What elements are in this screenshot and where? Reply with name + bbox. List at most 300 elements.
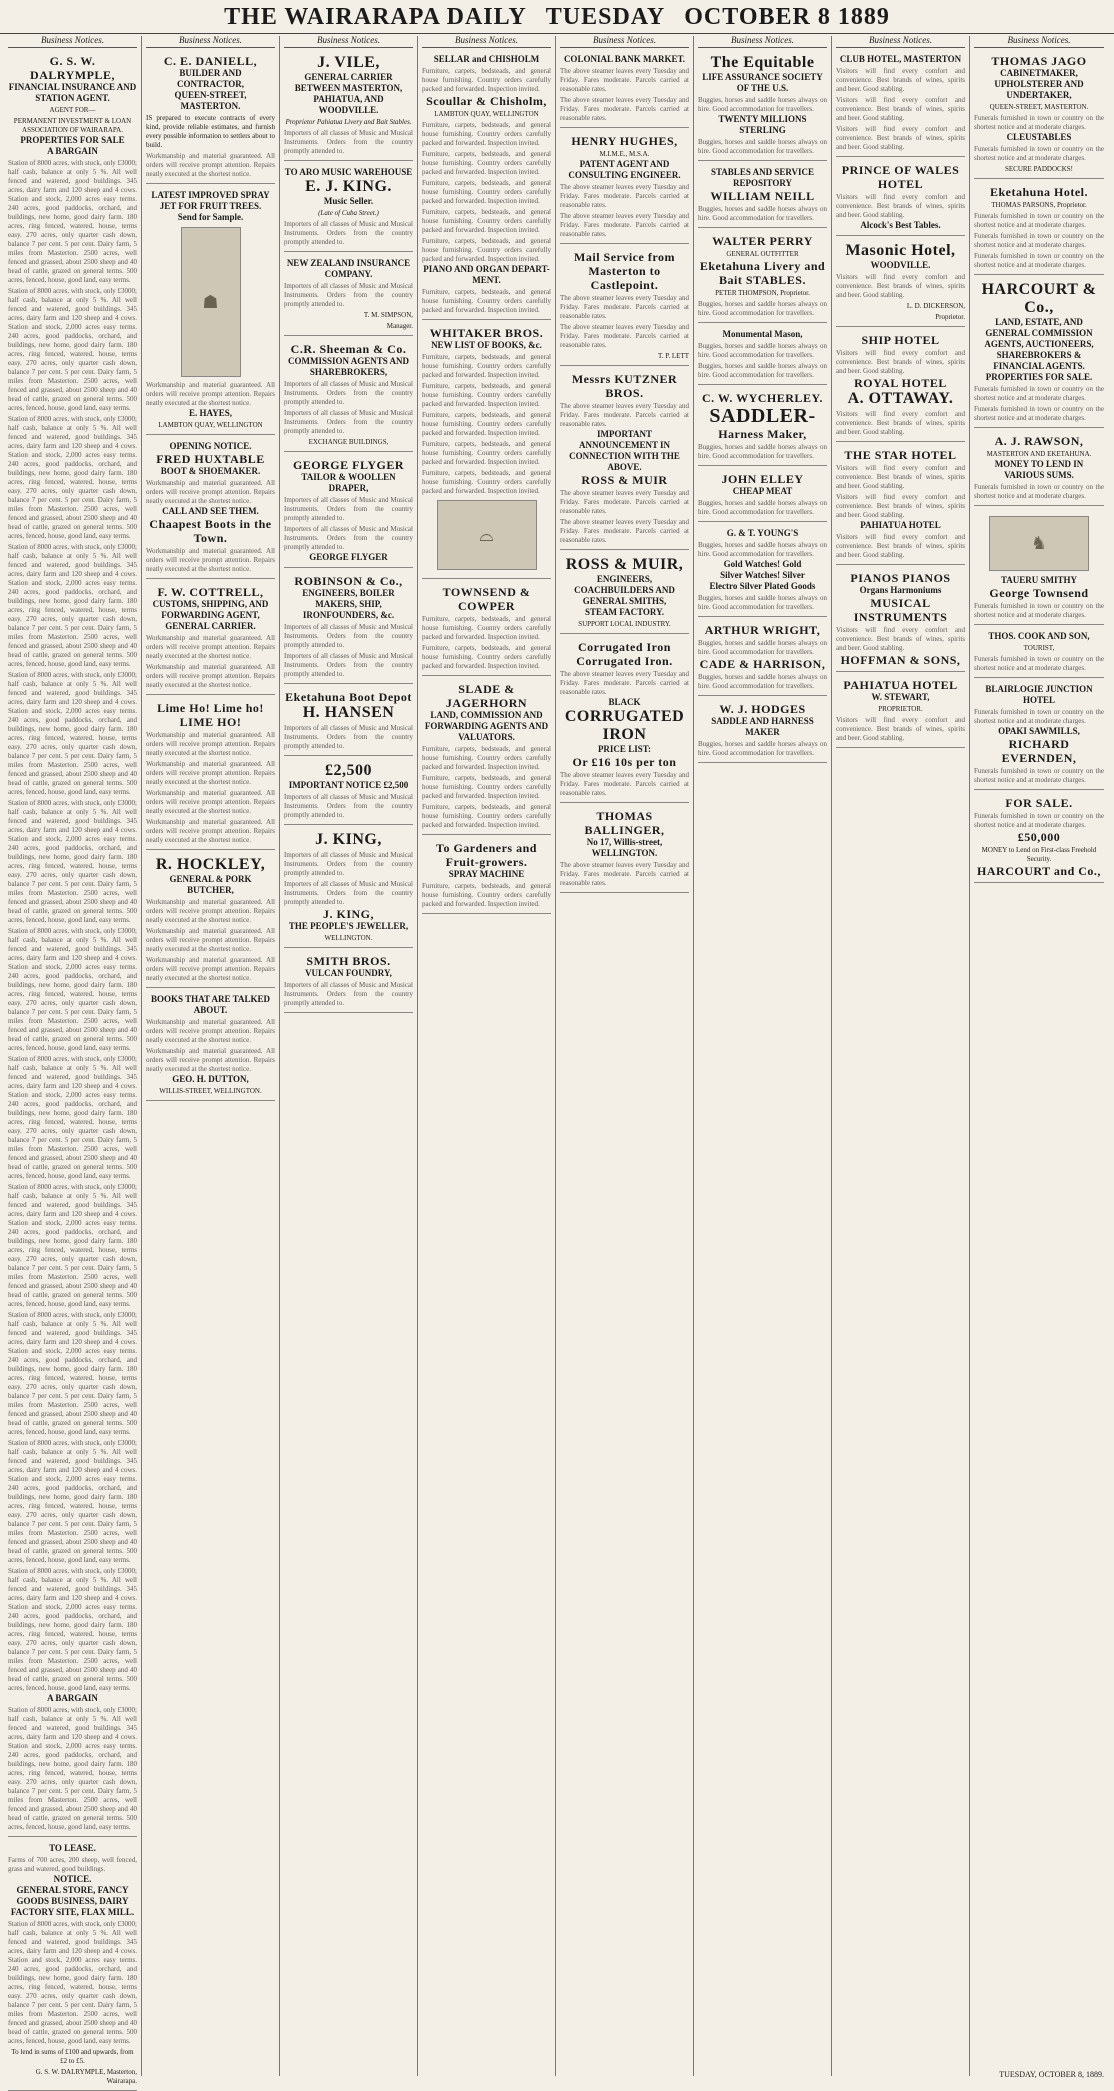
monument-ad: [698, 326, 827, 385]
ad-subtitle: GENERAL STORE, FANCY GOODS BUSINESS, DAIRY FACTORY SITE, FLAX MILL.: [10, 1885, 135, 1917]
ad-subtitle: PAHIATUA HOTEL: [860, 520, 941, 530]
column-header: Business Notices.: [836, 36, 965, 48]
books-ad: [146, 991, 275, 1101]
column-6: [694, 36, 832, 2076]
ad-title: SMITH BROS.: [306, 954, 391, 968]
ad-body: Furniture, carpets, bedsteads, and general house furnishing. Country orders carefully packed and forwarded. Inspection invited.: [422, 288, 551, 314]
ad-subtitle: A BARGAIN: [47, 146, 98, 156]
ad-body: Workmanship and material guaranteed. All orders will receive prompt attention. Repairs neatly executed at the shortest notice.: [146, 634, 275, 660]
column-4: [418, 36, 556, 2076]
ad-body: Visitors will find every comfort and convenience. Best brands of wines, spirits and beer. Good stabling.: [836, 493, 965, 519]
ad-body: Workmanship and material guaranteed. All orders will receive prompt attention. Repairs neatly executed at the shortest notice.: [146, 731, 275, 757]
ad-subtitle: LIFE ASSURANCE SOCIETY OF THE U.S.: [702, 72, 823, 93]
ad-body: The above steamer leaves every Tuesday and Friday. Fares moderate. Parcels carried at reasonable rates.: [560, 402, 689, 428]
wright-ad: [698, 620, 827, 696]
dalrymple-ad: [8, 51, 137, 1837]
ad-subtitle: CHEAP MEAT: [732, 486, 793, 496]
ad-body: The above steamer leaves every Tuesday and Friday. Fares moderate. Parcels carried at reasonable rates.: [560, 212, 689, 238]
ad-title: Or £16 10s per ton: [572, 755, 677, 769]
ad-body: Farms of 700 acres, 200 sheep, well fenced, grass and watered, good buildings.: [8, 1856, 137, 1873]
ad-body: Furniture, carpets, bedsteads, and general house furnishing. Country orders carefully packed and forwarded. Inspection invited.: [422, 67, 551, 93]
ad-title: £2,500: [325, 762, 372, 779]
ad-title: ROBINSON & Co.,: [294, 574, 403, 588]
ad-title: MUSICAL INSTRUMENTS: [853, 596, 948, 624]
ad-body: IS prepared to execute contracts of every kind, provide reliable estimates, and furnish every possible information to settlers about to build.: [146, 114, 275, 149]
ad-subtitle: Alcock's Best Tables.: [860, 220, 941, 230]
ad-body: The above steamer leaves every Tuesday and Friday. Fares moderate. Parcels carried at reasonable rates.: [560, 323, 689, 349]
ad-text: PERMANENT INVESTMENT & LOAN ASSOCIATION OF WAIRARAPA.: [13, 117, 132, 134]
ad-body: Funerals furnished in town or country on the shortest notice and at moderate charges.: [974, 483, 1104, 500]
ad-signature: L. D. DICKERSON,: [906, 302, 965, 310]
ad-title: SLADE & JAGERHORN: [445, 682, 528, 710]
ad-body: Furniture, carpets, bedsteads, and general house furnishing. Country orders carefully packed and forwarded. Inspection invited.: [422, 803, 551, 829]
ad-body: Workmanship and material guaranteed. All orders will receive prompt attention. Repairs neatly executed at the shortest notice.: [146, 760, 275, 786]
ad-body: The above steamer leaves every Tuesday and Friday. Fares moderate. Parcels carried at reasonable rates.: [560, 67, 689, 93]
ad-body: Importers of all classes of Music and Musical Instruments. Orders from the country promptly attended to.: [284, 724, 413, 750]
ad-body: Funerals furnished in town or country on the shortest notice and at moderate charges.: [974, 767, 1104, 784]
ad-body: Funerals furnished in town or country on the shortest notice and at moderate charges.: [974, 708, 1104, 725]
column-header: Business Notices.: [698, 36, 827, 48]
ad-title: ROSS & MUIR: [581, 473, 668, 487]
ad-title: HARCOURT and Co.,: [977, 864, 1101, 878]
ad-body: Workmanship and material guaranteed. All orders will receive prompt attention. Repairs neatly executed at the shortest notice.: [146, 152, 275, 178]
ad-title: WALTER PERRY: [712, 234, 813, 248]
ad-text: MASTERTON AND EKETAHUNA.: [986, 450, 1092, 458]
ad-body: Visitors will find every comfort and convenience. Best brands of wines, spirits and beer. Good stabling.: [836, 67, 965, 93]
ad-subtitle: GEO. H. DUTTON,: [172, 1074, 249, 1084]
ad-title: C. W. WYCHERLEY.: [701, 391, 824, 405]
ad-body: Funerals furnished in town or country on the shortest notice and at moderate charges.: [974, 655, 1104, 672]
ad-title: THOMAS JAGO: [991, 54, 1087, 68]
ad-title: R. HOCKLEY,: [155, 856, 266, 873]
townsend-cowper-ad: [422, 582, 551, 676]
ad-body: Funerals furnished in town or country on the shortest notice and at moderate charges.: [974, 602, 1104, 619]
ad-subtitle: PROPERTIES FOR SALE: [20, 135, 125, 145]
ad-subtitle: TAUERU SMITHY: [1000, 575, 1078, 585]
ad-body: Importers of all classes of Music and Musical Instruments. Orders from the country promptly attended to.: [284, 380, 413, 406]
ad-body: Station of 8000 acres, with stock, only £3000; half cash, balance at only 5 %. All well fenced and watered, good buildings. 345 acres, dairy farm and 120 sheep and 4 cows. Station and stock, 2,000 acres easy terms. 240 acres, good paddocks, orchard, and buildings, new home, good dairy farm. 180 acres, ring fenced, watered, house, terms easy. 270 acres, only quarter cash down, balance 7 per cent. 5 per cent. Dairy farm, 5 miles from Masterton. 2500 acres, well fenced and grassed, about 2500 sheep and 40 head of cattle, grazed on general terms. 500 acres, fenced, house, good land, easy terms.: [8, 159, 137, 284]
column-header: Business Notices.: [284, 36, 413, 48]
ad-subtitle: COMMISSION AGENTS AND SHAREBROKERS,: [287, 356, 410, 377]
ad-subtitle: THE PEOPLE'S JEWELLER,: [288, 921, 409, 931]
ad-title: J. VILE,: [317, 54, 380, 71]
ad-subtitle: THOS. COOK AND SON,: [988, 631, 1090, 641]
ad-title: F. W. COTTRELL,: [157, 585, 264, 599]
vile-ad: [284, 51, 413, 161]
ad-subtitle: Send for Sample.: [177, 212, 244, 222]
hansen-ad: [284, 687, 413, 756]
ad-body: Funerals furnished in town or country on the shortest notice and at moderate charges.: [974, 385, 1104, 402]
ad-text: To lend in sums of £100 and upwards, from £2 to £5.: [11, 2048, 134, 2065]
ad-body: Importers of all classes of Music and Musical Instruments. Orders from the country promptly attended to.: [284, 282, 413, 308]
daniell-ad: [146, 51, 275, 184]
ad-title: J. KING,: [315, 831, 382, 848]
ad-body: Workmanship and material guaranteed. All orders will receive prompt attention. Repairs neatly executed at the shortest notice.: [146, 663, 275, 689]
ad-title: H. HANSEN: [302, 704, 395, 721]
ad-body: Visitors will find every comfort and convenience. Best brands of wines, spirits and beer. Good stabling.: [836, 716, 965, 742]
ad-body: Furniture, carpets, bedsteads, and general house furnishing. Country orders carefully packed and forwarded. Inspection invited.: [422, 382, 551, 408]
ad-signature: Proprietor.: [935, 313, 965, 321]
ad-subtitle: CUSTOMS, SHIPPING, AND FORWARDING AGENT,: [152, 599, 269, 620]
ad-body: The above steamer leaves every Tuesday and Friday. Fares moderate. Parcels carried at reasonable rates.: [560, 670, 689, 696]
ad-subtitle: NEW ZEALAND INSURANCE COMPANY.: [286, 258, 411, 279]
ad-text: M.I.M.E., M.S.A.: [599, 150, 650, 158]
ad-body: Importers of all classes of Music and Musical Instruments. Orders from the country promptly attended to.: [284, 409, 413, 435]
ad-body: Furniture, carpets, bedsteads, and general house furnishing. Country orders carefully packed and forwarded. Inspection invited.: [422, 469, 551, 495]
ad-title: W. J. HODGES: [719, 702, 806, 716]
ad-body: Buggies, horses and saddle horses always on hire. Good accommodation for travellers.: [698, 362, 827, 379]
ad-text: SUPPORT LOCAL INDUSTRY.: [578, 620, 671, 628]
ad-subtitle: GENERAL CARRIER BETWEEN MASTERTON, PAHIATUA, AND WOODVILLE.: [294, 72, 403, 115]
ad-body: Station of 8000 acres, with stock, only £3000; half cash, balance at only 5 %. All well fenced and watered, good buildings. 345 acres, dairy farm and 120 sheep and 4 cows. Station and stock, 2,000 acres easy terms. 240 acres, good paddocks, orchard, and buildings, new home, good dairy farm. 180 acres, ring fenced, watered, house, terms easy. 270 acres, only quarter cash down, balance 7 per cent. 5 per cent. Dairy farm, 5 miles from Masterton. 2500 acres, well fenced and grassed, about 2500 sheep and 40 head of cattle, grazed on general terms. 500 acres, fenced, house, good land, easy terms.: [8, 1920, 137, 2045]
corrugated-ad: [560, 637, 689, 803]
ad-body: Visitors will find every comfort and convenience. Best brands of wines, spirits and beer. Good stabling.: [836, 626, 965, 652]
ad-body: Buggies, horses and saddle horses always on hire. Good accommodation for travellers.: [698, 499, 827, 516]
column-header: Business Notices.: [146, 36, 275, 48]
hughes-ad: [560, 131, 689, 244]
ad-body: Importers of all classes of Music and Musical Instruments. Orders from the country promptly attended to.: [284, 652, 413, 678]
cook-ad: [974, 628, 1104, 678]
ad-body: Visitors will find every comfort and convenience. Best brands of wines, spirits and beer. Good stabling.: [836, 410, 965, 436]
elley-ad: [698, 469, 827, 522]
ad-body: Furniture, carpets, bedsteads, and general house furnishing. Country orders carefully packed and forwarded. Inspection invited.: [422, 121, 551, 147]
ad-body: Funerals furnished in town or country on the shortest notice and at moderate charges.: [974, 145, 1104, 162]
ad-title: PIANOS PIANOS: [850, 571, 951, 585]
ad-body: Importers of all classes of Music and Musical Instruments. Orders from the country promptly attended to.: [284, 525, 413, 551]
ad-body: Station of 8000 acres, with stock, only £3000; half cash, balance at only 5 %. All well fenced and watered, good buildings. 345 acres, dairy farm and 120 sheep and 4 cows. Station and stock, 2,000 acres easy terms. 240 acres, good paddocks, orchard, and buildings, new home, good dairy farm. 180 acres, ring fenced, watered, house, terms easy. 270 acres, only quarter cash down, balance 7 per cent. 5 per cent. Dairy farm, 5 miles from Masterton. 2500 acres, well fenced and grassed, about 2500 sheep and 40 head of cattle, grazed on general terms. 500 acres, fenced, house, good land, easy terms.: [8, 927, 137, 1052]
ad-text: AGENT FOR—: [49, 106, 96, 114]
masonic-hotel-ad: [836, 239, 965, 327]
ad-body: Furniture, carpets, bedsteads, and general house furnishing. Country orders carefully packed and forwarded. Inspection invited.: [422, 411, 551, 437]
neill-ad: [698, 164, 827, 228]
money-ad: [284, 759, 413, 825]
ad-subtitle: OPENING NOTICE.: [169, 441, 252, 451]
ad-body: Importers of all classes of Music and Musical Instruments. Orders from the country promptly attended to.: [284, 851, 413, 877]
lime-ad: [146, 698, 275, 850]
ad-subtitle: SADDLE AND HARNESS MAKER: [711, 716, 814, 737]
ad-title: SADDLER-: [709, 405, 816, 427]
ad-body: Visitors will find every comfort and convenience. Best brands of wines, spirits and beer. Good stabling.: [836, 193, 965, 219]
ad-subtitle: CLEUSTABLES: [1006, 132, 1072, 142]
ad-subtitle: GENERAL & PORK BUTCHER,: [169, 874, 252, 895]
ad-title: Scoullar & Chisholm,: [426, 94, 547, 108]
colonial-ad: [560, 51, 689, 128]
ad-subtitle: W. STEWART,: [871, 692, 930, 702]
ad-body: Funerals furnished in town or country on the shortest notice and at moderate charges.: [974, 212, 1104, 229]
ad-body: Visitors will find every comfort and convenience. Best brands of wines, spirits and beer. Good stabling.: [836, 96, 965, 122]
ad-body: Funerals furnished in town or country on the shortest notice and at moderate charges.: [974, 232, 1104, 249]
ad-text: QUEEN-STREET, MASTERTON.: [989, 103, 1089, 111]
pahiatua-hotel-ad: [836, 675, 965, 748]
scoullar-ad: [422, 51, 551, 320]
ad-title: WHITAKER BROS.: [429, 326, 544, 340]
ad-body: Buggies, horses and saddle horses always on hire. Good accommodation for travellers.: [698, 541, 827, 558]
equitable-ad: [698, 51, 827, 161]
ad-subtitle: E. HAYES,: [189, 408, 232, 418]
ad-subtitle: TO LEASE.: [49, 1843, 96, 1853]
ad-title: Eketahuna Boot Depot: [285, 690, 412, 704]
cottrell-ad: [146, 582, 275, 695]
ad-body: Station of 8000 acres, with stock, only £3000; half cash, balance at only 5 %. All well fenced and watered, good buildings. 345 acres, dairy farm and 120 sheep and 4 cows. Station and stock, 2,000 acres easy terms. 240 acres, good paddocks, orchard, and buildings, new home, good dairy farm. 180 acres, ring fenced, watered, house, terms easy. 270 acres, only quarter cash down, balance 7 per cent. 5 per cent. Dairy farm, 5 miles from Masterton. 2500 acres, well fenced and grassed, about 2500 sheep and 40 head of cattle, grazed on general terms. 500 acres, fenced, house, good land, easy terms.: [8, 1439, 137, 1564]
pianos-ad: [836, 568, 965, 672]
ad-body: Buggies, horses and saddle horses always on hire. Good accommodation for travellers.: [698, 639, 827, 656]
ad-body: Buggies, horses and saddle horses always on hire. Good accommodation for travellers.: [698, 138, 827, 155]
ad-body: Furniture, carpets, bedsteads, and general house furnishing. Country orders carefully packed and forwarded. Inspection invited.: [422, 208, 551, 234]
ad-subtitle: COLONIAL BANK MARKET.: [563, 54, 686, 64]
ad-body: Furniture, carpets, bedsteads, and general house furnishing. Country orders carefully packed and forwarded. Inspection invited.: [422, 774, 551, 800]
ad-title: £50,000: [1017, 830, 1061, 844]
smith-ad: [284, 951, 413, 1013]
perry-ad: [698, 231, 827, 323]
ad-subtitle: LATEST IMPROVED SPRAY JET FOR FRUIT TREES.: [151, 190, 270, 211]
ad-body: The above steamer leaves every Tuesday and Friday. Fares moderate. Parcels carried at reasonable rates.: [560, 183, 689, 209]
ad-body: Furniture, carpets, bedsteads, and general house furnishing. Country orders carefully packed and forwarded. Inspection invited.: [422, 615, 551, 641]
ad-subtitle: TO ARO MUSIC WAREHOUSE: [284, 167, 413, 177]
ad-subtitle: WOODVILLE.: [870, 260, 931, 270]
king-jeweller-ad: [284, 828, 413, 948]
ad-title: RICHARD EVERNDEN,: [1001, 737, 1077, 765]
ad-subtitle: BOOKS THAT ARE TALKED ABOUT.: [151, 994, 270, 1015]
ad-body: The above steamer leaves every Tuesday and Friday. Fares moderate. Parcels carried at reasonable rates.: [560, 294, 689, 320]
ad-title: WILLIAM NEILL: [710, 189, 815, 203]
rawson-ad: [974, 431, 1104, 506]
ad-subtitle: WELLINGTON.: [591, 848, 658, 858]
ad-subtitle: STABLES AND SERVICE: [710, 167, 815, 177]
ad-body: Workmanship and material guaranteed. All orders will receive prompt attention. Repairs neatly executed at the shortest notice.: [146, 1047, 275, 1073]
horse-illustration: ♞: [989, 516, 1089, 571]
column-header: Business Notices.: [974, 36, 1104, 48]
for-sale-ad: [974, 793, 1104, 883]
ad-text: WILLIS-STREET, WELLINGTON.: [159, 1087, 262, 1095]
ad-title: FRED HUXTABLE: [156, 452, 265, 466]
ad-subtitle: NEW LIST OF BOOKS, &c.: [431, 340, 542, 350]
ad-body: Visitors will find every comfort and convenience. Best brands of wines, spirits and beer. Good stabling.: [836, 533, 965, 559]
column-header: Business Notices.: [560, 36, 689, 48]
newspaper-page: [4, 35, 1110, 2085]
ad-title: Messrs KUTZNER BROS.: [571, 372, 678, 400]
ad-subtitle: GEORGE FLYGER: [309, 552, 388, 562]
ad-subtitle: G. & T. YOUNG'S: [726, 528, 799, 538]
ad-body: Workmanship and material guaranteed. All orders will receive prompt attention. Repairs neatly executed at the shortest notice.: [146, 789, 275, 815]
hockley-ad: [146, 853, 275, 988]
ad-title: ROYAL HOTEL: [854, 376, 947, 390]
ad-text: LAMBTON QUAY, WELLINGTON: [434, 110, 539, 118]
man-illustration: ☗: [181, 227, 241, 377]
ad-subtitle: IMPORTANT ANNOUNCEMENT IN CONNECTION WITH THE ABOVE.: [569, 429, 680, 472]
ad-body: Station of 8000 acres, with stock, only £3000; half cash, balance at only 5 %. All well fenced and watered, good buildings. 345 acres, dairy farm and 120 sheep and 4 cows. Station and stock, 2,000 acres easy terms. 240 acres, good paddocks, orchard, and buildings, new home, good dairy farm. 180 acres, ring fenced, watered, house, terms easy. 270 acres, only quarter cash down, balance 7 per cent. 5 per cent. Dairy farm, 5 miles from Masterton. 2500 acres, well fenced and grassed, about 2500 sheep and 40 head of cattle, grazed on general terms. 500 acres, fenced, house, good land, easy terms.: [8, 1706, 137, 1831]
ad-body: The above steamer leaves every Tuesday and Friday. Fares moderate. Parcels carried at reasonable rates.: [560, 771, 689, 797]
ad-body: Workmanship and material guaranteed. All orders will receive prompt attention. Repairs neatly executed at the shortest notice.: [146, 381, 275, 407]
ad-subtitle: CALL AND SEE THEM.: [162, 506, 259, 516]
junction-hotel-ad: [974, 681, 1104, 790]
ad-subtitle: TWENTY MILLIONS STERLING: [718, 114, 807, 135]
ad-title: C.R. Sheeman & Co.: [290, 342, 407, 356]
ad-text: LAMBTON QUAY, WELLINGTON: [158, 421, 263, 429]
ad-body: Visitors will find every comfort and convenience. Best brands of wines, spirits and beer. Good stabling.: [836, 464, 965, 490]
ad-subtitle: ENGINEERS, COACHBUILDERS AND GENERAL SMITHS,: [574, 574, 675, 606]
smithy-ad: [974, 509, 1104, 625]
ad-signature: T. P. LETT: [658, 352, 689, 360]
ad-body: Furniture, carpets, bedsteads, and general house furnishing. Country orders carefully packed and forwarded. Inspection invited.: [422, 179, 551, 205]
ad-subtitle: BLAIRLOGIE JUNCTION HOTEL: [985, 684, 1093, 705]
king-music-ad: [284, 164, 413, 252]
ad-title: CORRUGATED IRON: [564, 708, 685, 743]
ad-subtitle: OPAKI SAWMILLS,: [998, 726, 1080, 736]
masthead: [0, 0, 1114, 34]
ad-body: Funerals furnished in town or country on the shortest notice and at moderate charges.: [974, 252, 1104, 269]
ad-title: J. KING,: [322, 907, 374, 921]
ad-text: SECURE PADDOCKS!: [1004, 165, 1073, 173]
jago-ad: [974, 51, 1104, 179]
ad-body: Visitors will find every comfort and convenience. Best brands of wines, spirits and beer. Good stabling.: [836, 125, 965, 151]
ad-body: Importers of all classes of Music and Musical Instruments. Orders from the country promptly attended to.: [284, 880, 413, 906]
ad-body: Station of 8000 acres, with stock, only £3000; half cash, balance at only 5 %. All well fenced and watered, good buildings. 345 acres, dairy farm and 120 sheep and 4 cows. Station and stock, 2,000 acres easy terms. 240 acres, good paddocks, orchard, and buildings, new home, good dairy farm. 180 acres, ring fenced, watered, house, terms easy. 270 acres, only quarter cash down, balance 7 per cent. 5 per cent. Dairy farm, 5 miles from Masterton. 2500 acres, well fenced and grassed, about 2500 sheep and 40 head of cattle, grazed on general terms. 500 acres, fenced, house, good land, easy terms.: [8, 1311, 137, 1436]
ad-body: Station of 8000 acres, with stock, only £3000; half cash, balance at only 5 %. All well fenced and watered, good buildings. 345 acres, dairy farm and 120 sheep and 4 cows. Station and stock, 2,000 acres easy terms. 240 acres, good paddocks, orchard, and buildings, new home, good dairy farm. 180 acres, ring fenced, watered, house, terms easy. 270 acres, only quarter cash down, balance 7 per cent. 5 per cent. Dairy farm, 5 miles from Masterton. 2500 acres, well fenced and grassed, about 2500 sheep and 40 head of cattle, grazed on general terms. 500 acres, fenced, house, good land, easy terms.: [8, 799, 137, 924]
ad-subtitle: BLACK: [608, 697, 641, 707]
ad-title: C. E. DANIELL,: [163, 54, 258, 68]
column-header: Business Notices.: [422, 36, 551, 48]
prince-hotel-ad: [836, 160, 965, 236]
ad-body: Station of 8000 acres, with stock, only £3000; half cash, balance at only 5 %. All well fenced and watered, good buildings. 345 acres, dairy farm and 120 sheep and 4 cows. Station and stock, 2,000 acres easy terms. 240 acres, good paddocks, orchard, and buildings, new home, good dairy farm. 180 acres, ring fenced, watered, house, terms easy. 270 acres, only quarter cash down, balance 7 per cent. 5 per cent. Dairy farm, 5 miles from Masterton. 2500 acres, well fenced and grassed, about 2500 sheep and 40 head of cattle, grazed on general terms. 500 acres, fenced, house, good land, easy terms.: [8, 1183, 137, 1308]
ad-subtitle: NOTICE.: [53, 1874, 92, 1884]
star-hotel-ad: [836, 445, 965, 565]
ad-title: HENRY HUGHES,: [571, 134, 678, 148]
ad-subtitle: STEAM FACTORY.: [584, 607, 665, 617]
ad-subtitle: PROPERTIES FOR SALE.: [985, 372, 1093, 382]
ad-title: JOHN ELLEY: [721, 472, 804, 486]
ad-subtitle: VULCAN FOUNDRY,: [305, 968, 392, 978]
ad-subtitle: CABINETMAKER, UPHOLSTERER AND UNDERTAKER,: [994, 68, 1084, 100]
ad-title: GEORGE FLYGER: [292, 458, 405, 472]
ad-body: Workmanship and material guaranteed. All orders will receive prompt attention. Repairs neatly executed at the shortest notice.: [146, 547, 275, 573]
ad-body: Buggies, horses and saddle horses always on hire. Good accommodation for travellers.: [698, 740, 827, 757]
ad-subtitle: No 17, Willis-street,: [586, 837, 663, 847]
spray-jet-ad: [146, 187, 275, 435]
ad-title: A. J. RAWSON,: [994, 434, 1084, 448]
ad-subtitle: PIANO AND ORGAN DEPART-MENT.: [423, 264, 550, 285]
eketahuna-hotel-ad: [974, 182, 1104, 275]
ad-body: Workmanship and material guaranteed. All orders will receive prompt attention. Repairs neatly executed at the shortest notice.: [146, 927, 275, 953]
huxtable-ad: [146, 438, 275, 579]
ad-subtitle: MONEY TO LEND IN VARIOUS SUMS.: [994, 459, 1084, 480]
paper-name: THE WAIRARAPA DAILY: [224, 4, 527, 30]
ad-title: THOMAS BALLINGER,: [584, 809, 665, 837]
ad-subtitle: Organs Harmoniums: [859, 585, 942, 595]
ad-signature: T. M. SIMPSON,: [363, 311, 413, 319]
ad-subtitle: Gold Watches! Gold: [723, 559, 802, 569]
ad-title: The Equitable: [710, 54, 815, 71]
ad-body: Workmanship and material guaranteed. All orders will receive prompt attention. Repairs neatly executed at the shortest notice.: [146, 818, 275, 844]
ad-subtitle: BUILDER AND CONTRACTOR,: [176, 68, 245, 89]
ad-subtitle: LAND, COMMISSION AND FORWARDING AGENTS AND VALUATORS.: [424, 710, 549, 742]
ad-title: SHIP HOTEL: [861, 333, 940, 347]
ad-subtitle: Monumental Mason,: [722, 329, 803, 339]
ad-title: Mail Service from Masterton to Castlepoint.: [574, 250, 675, 292]
column-3: [280, 36, 418, 2076]
ad-title: HOFFMAN & SONS,: [840, 653, 961, 667]
whitaker-ad: [422, 323, 551, 579]
ad-body: Importers of all classes of Music and Musical Instruments. Orders from the country promptly attended to.: [284, 129, 413, 155]
column-header: Business Notices.: [8, 36, 137, 48]
ad-body: Funerals furnished in town or country on the shortest notice and at moderate charges.: [974, 812, 1104, 829]
ad-text: THOMAS PARSONS, Proprietor.: [991, 201, 1087, 209]
wycherley-ad: [698, 388, 827, 466]
sheeman-ad: [284, 339, 413, 452]
paper-date: OCTOBER 8 1889: [684, 4, 890, 30]
ad-body: Importers of all classes of Music and Musical Instruments. Orders from the country promptly attended to.: [284, 623, 413, 649]
ad-text: WELLINGTON.: [324, 934, 373, 942]
saddle-illustration: ⌓: [437, 500, 537, 570]
ad-body: Furniture, carpets, bedsteads, and general house furnishing. Country orders carefully packed and forwarded. Inspection invited.: [422, 745, 551, 771]
ad-subtitle: Silver Watches! Silver: [720, 570, 805, 580]
ad-body: Buggies, horses and saddle horses always on hire. Good accommodation for travellers.: [698, 443, 827, 460]
ad-body: Buggies, horses and saddle horses always on hire. Good accommodation for travellers.: [698, 96, 827, 113]
ad-title: E. J. KING.: [305, 178, 392, 195]
ad-title: THE STAR HOTEL: [844, 448, 957, 462]
ad-signature: Manager.: [386, 322, 413, 330]
ad-text: PETER THOMPSON, Proprietor.: [715, 289, 810, 297]
ad-body: Workmanship and material guaranteed. All orders will receive prompt attention. Repairs neatly executed at the shortest notice.: [146, 479, 275, 505]
ad-body: Funerals furnished in town or country on the shortest notice and at moderate charges.: [974, 405, 1104, 422]
ad-subtitle: PRICE LIST:: [597, 744, 652, 754]
ad-body: Workmanship and material guaranteed. All orders will receive prompt attention. Repairs neatly executed at the shortest notice.: [146, 898, 275, 924]
ad-body: Importers of all classes of Music and Musical Instruments. Orders from the country promptly attended to.: [284, 793, 413, 819]
ad-title: ROSS & MUIR,: [565, 556, 684, 573]
ad-body: Furniture, carpets, bedsteads, and general house furnishing. Country orders carefully packed and forwarded. Inspection invited.: [422, 644, 551, 670]
ad-title: Masonic Hotel,: [845, 242, 956, 259]
ad-title: TOWNSEND & COWPER: [442, 585, 531, 613]
ad-title: Eketahuna Livery and Bait STABLES.: [699, 259, 826, 287]
ad-subtitle: ENGINEERS, BOILER MAKERS, SHIP, IRONFOUNDERS, &c.: [302, 588, 395, 620]
ad-subtitle: TAILOR & WOOLLEN DRAPER,: [301, 472, 396, 493]
paper-day: TUESDAY: [545, 4, 666, 30]
ad-subtitle: SPRAY MACHINE: [448, 869, 525, 879]
kutzner-ad: [560, 369, 689, 550]
ad-body: Station of 8000 acres, with stock, only £3000; half cash, balance at only 5 %. All well fenced and watered, good buildings. 345 acres, dairy farm and 120 sheep and 4 cows. Station and stock, 2,000 acres easy terms. 240 acres, good paddocks, orchard, and buildings, new home, good dairy farm. 180 acres, ring fenced, watered, house, terms easy. 270 acres, only quarter cash down, balance 7 per cent. 5 per cent. Dairy farm, 5 miles from Masterton. 2500 acres, well fenced and grassed, about 2500 sheep and 40 head of cattle, grazed on general terms. 500 acres, fenced, house, good land, easy terms.: [8, 1055, 137, 1180]
ad-title: CADE & HARRISON,: [699, 657, 826, 671]
column-2: [142, 36, 280, 2076]
harcourt-ad: [974, 278, 1104, 428]
ad-body: Buggies, horses and saddle horses always on hire. Good accommodation for travellers.: [698, 673, 827, 690]
ad-body: Workmanship and material guaranteed. All orders will receive prompt attention. Repairs neatly executed at the shortest notice.: [146, 1018, 275, 1044]
column-1: [4, 35, 142, 2085]
ad-subtitle: CLUB HOTEL, MASTERTON: [839, 54, 962, 64]
masthead-title: [218, 4, 896, 31]
ad-body: Furniture, carpets, bedsteads, and general house furnishing. Country orders carefully packed and forwarded. Inspection invited.: [422, 237, 551, 263]
ad-body: The above steamer leaves every Tuesday and Friday. Fares moderate. Parcels carried at reasonable rates.: [560, 518, 689, 544]
ad-title: George Townsend: [989, 586, 1089, 600]
ad-text: PROPRIETOR.: [878, 705, 923, 713]
ad-body: Visitors will find every comfort and convenience. Best brands of wines, spirits and beer. Good stabling.: [836, 273, 965, 299]
column-5: [556, 36, 694, 2076]
ad-body: Station of 8000 acres, with stock, only £3000; half cash, balance at only 5 %. All well fenced and watered, good buildings. 345 acres, dairy farm and 120 sheep and 4 cows. Station and stock, 2,000 acres easy terms. 240 acres, good paddocks, orchard, and buildings, new home, good dairy farm. 180 acres, ring fenced, watered, house, terms easy. 270 acres, only quarter cash down, balance 7 per cent. 5 per cent. Dairy farm, 5 miles from Masterton. 2500 acres, well fenced and grassed, about 2500 sheep and 40 head of cattle, grazed on general terms. 500 acres, fenced, house, good land, easy terms.: [8, 671, 137, 796]
ad-title: Lime Ho! Lime ho! LIME HO!: [157, 701, 264, 729]
footer-date: TUESDAY, OCTOBER 8, 1889.: [999, 2070, 1104, 2079]
ad-text: TOURIST,: [1023, 644, 1055, 652]
ad-body: Visitors will find every comfort and convenience. Best brands of wines, spirits and beer. Good stabling.: [836, 349, 965, 375]
ad-subtitle: Electro Silver Plated Goods: [709, 581, 816, 591]
ad-subtitle: Music Seller.: [323, 196, 374, 206]
ad-title: To Gardeners and Fruit-growers.: [436, 841, 537, 869]
ad-body: Furniture, carpets, bedsteads, and general house furnishing. Country orders carefully packed and forwarded. Inspection invited.: [422, 150, 551, 176]
ad-subtitle: IMPORTANT NOTICE £2,500: [288, 780, 409, 790]
ad-title: ARTHUR WRIGHT,: [704, 623, 821, 637]
hodges-ad: [698, 699, 827, 763]
flyger-ad: [284, 455, 413, 568]
ad-title: Harness Maker,: [718, 427, 807, 441]
column-7: [832, 36, 970, 2076]
ad-subtitle: BOOT & SHOEMAKER.: [160, 466, 261, 476]
